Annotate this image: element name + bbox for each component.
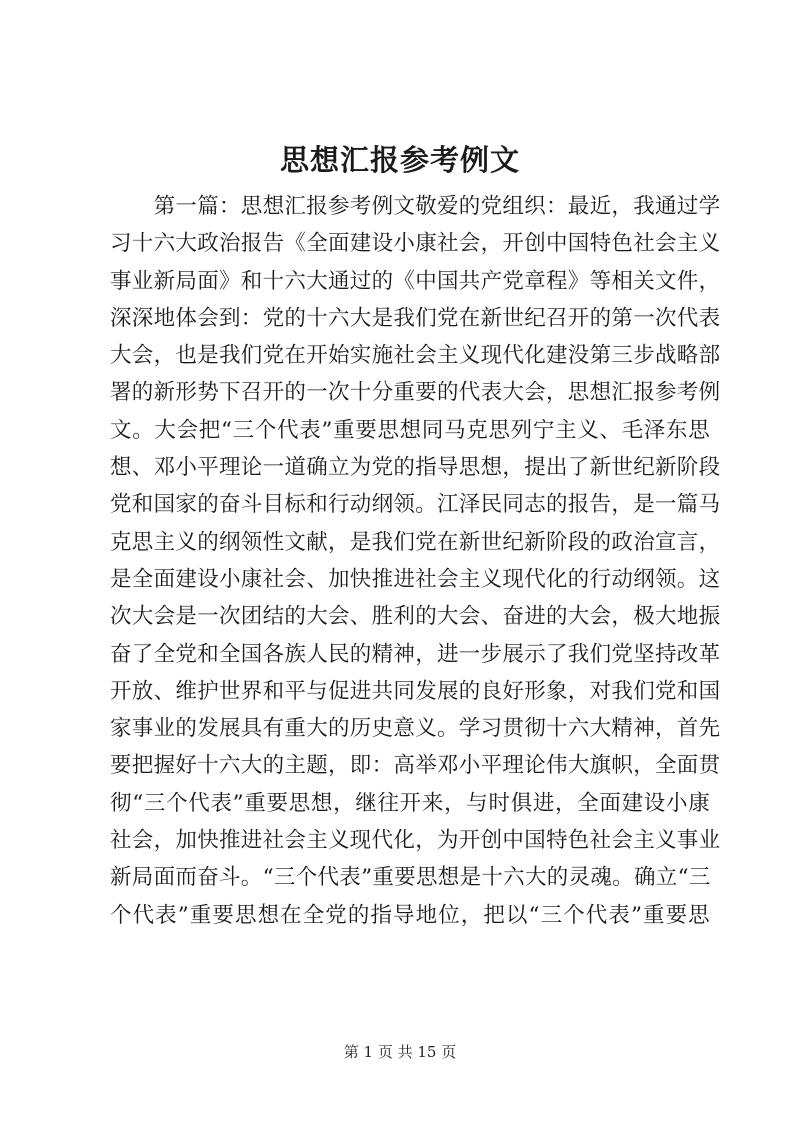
page-number-footer: 第 1 页 共 15 页	[343, 1043, 457, 1061]
body-line: 社会，加快推进社会主义现代化，为开创中国特色社会主义事业	[110, 828, 721, 854]
body-line: 要把握好十六大的主题，即：高举邓小平理论伟大旗帜，全面贯	[110, 753, 721, 779]
body-line: 第一篇：思想汇报参考例文敬爱的党组织：最近，我通过学	[110, 194, 721, 219]
document-body	[110, 188, 721, 934]
body-line: 文。大会把“三个代表”重要思想同马克思列宁主义、毛泽东思	[110, 417, 710, 443]
body-line: 新局面而奋斗。“三个代表”重要思想是十六大的灵魂。确立“三	[110, 865, 711, 891]
body-line: 克思主义的纲领性文献，是我们党在新世纪新阶段的政治宣言，	[110, 529, 721, 555]
body-line: 大会，也是我们党在开始实施社会主义现代化建没第三步战略部	[110, 343, 721, 369]
body-line: 开放、维护世界和平与促进共同发展的良好形象，对我们党和国	[110, 678, 721, 704]
body-line: 想、邓小平理论一道确立为党的指导思想，提出了新世纪新阶段	[110, 455, 721, 481]
body-line: 次大会是一次团结的大会、胜利的大会、奋进的大会，极大地振	[110, 604, 721, 630]
body-line: 家事业的发展具有重大的历史意义。学习贯彻十六大精神，首先	[110, 716, 721, 742]
body-line: 深深地体会到：党的十六大是我们党在新世纪召开的第一次代表	[110, 305, 721, 331]
document-title: 思想汇报参考例文	[279, 143, 520, 177]
body-line: 习十六大政治报告《全面建设小康社会，开创中国特色社会主义	[110, 231, 721, 257]
body-line: 署的新形势下召开的一次十分重要的代表大会，思想汇报参考例	[110, 380, 721, 406]
body-line: 党和国家的奋斗目标和行动纲领。江泽民同志的报告，是一篇马	[110, 492, 721, 518]
body-line: 个代表”重要思想在全党的指导地位，把以“三个代表”重要思	[110, 902, 710, 928]
body-line: 是全面建设小康社会、加快推进社会主义现代化的行动纲领。这	[110, 566, 721, 592]
body-line: 彻“三个代表”重要思想，继往开来，与时俱进，全面建设小康	[110, 790, 710, 816]
body-line: 事业新局面》和十六大通过的《中国共产党章程》等相关文件，	[110, 268, 721, 294]
body-line: 奋了全党和全国各族人民的精神，进一步展示了我们党坚持改革	[110, 641, 721, 667]
